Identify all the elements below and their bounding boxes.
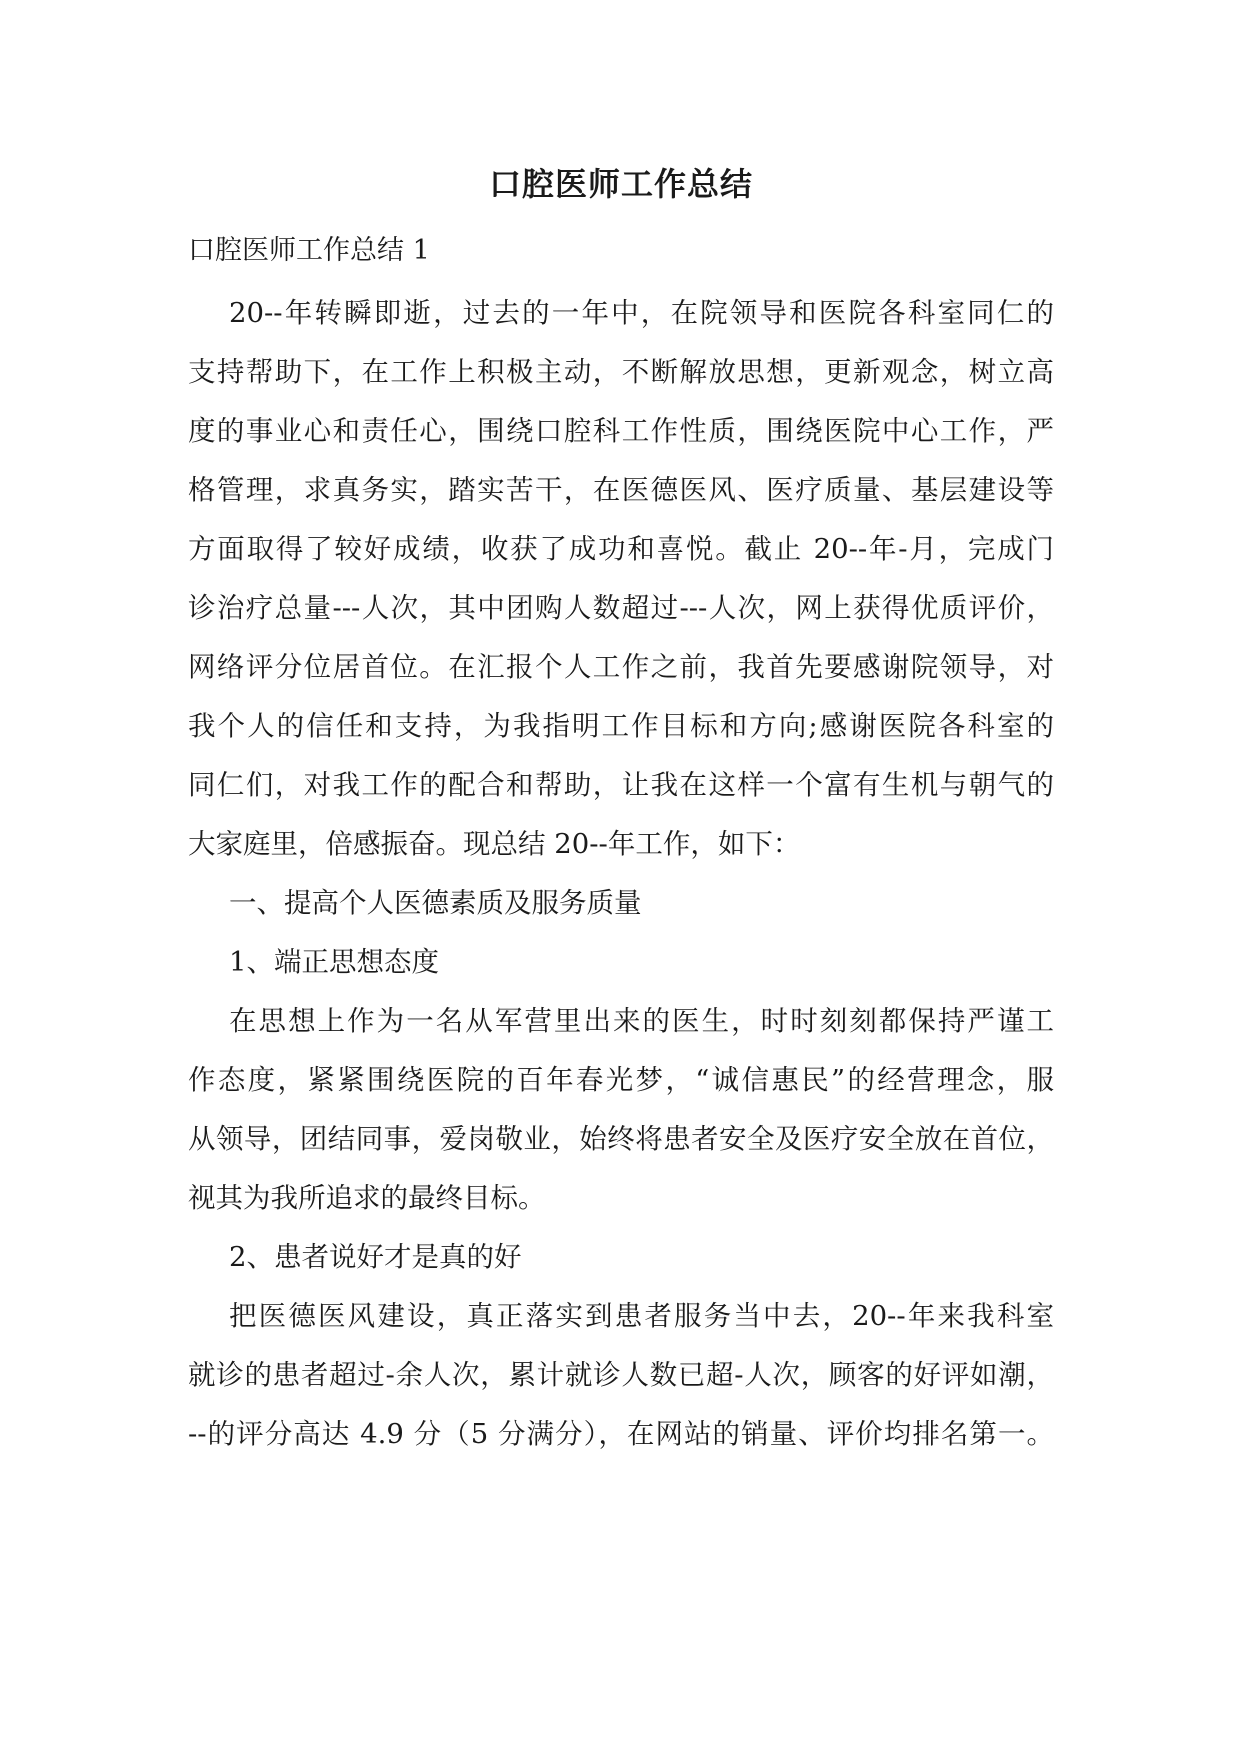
paragraph-line: 大家庭里，倍感振奋。现总结 20--年工作，如下： — [188, 828, 801, 860]
paragraph-line: 视其为我所追求的最终目标。 — [188, 1182, 546, 1214]
document-body — [188, 284, 1054, 1464]
paragraph-line: 20--年转瞬即逝，过去的一年中，在院领导和医院各科室同仁的 — [229, 297, 1054, 329]
paragraph-line: 就诊的患者超过-余人次，累计就诊人数已超-人次，顾客的好评如潮， — [188, 1359, 1054, 1391]
paragraph-line: 度的事业心和责任心，围绕口腔科工作性质，围绕医院中心工作，严 — [188, 415, 1054, 447]
paragraph-line: 同仁们，对我工作的配合和帮助，让我在这样一个富有生机与朝气的 — [188, 769, 1054, 801]
paragraph-line: 2、患者说好才是真的好 — [229, 1241, 522, 1273]
paragraph-line: 从领导，团结同事，爱岗敬业，始终将患者安全及医疗安全放在首位， — [188, 1123, 1054, 1155]
paragraph-line: 作态度，紧紧围绕医院的百年春光梦，“诚信惠民”的经营理念，服 — [188, 1064, 1054, 1096]
paragraph-line: 诊治疗总量---人次，其中团购人数超过---人次，网上获得优质评价， — [188, 592, 1054, 624]
paragraph-line: 一、提高个人医德素质及服务质量 — [229, 887, 642, 919]
paragraph-line: 在思想上作为一名从军营里出来的医生，时时刻刻都保持严谨工 — [229, 1005, 1054, 1037]
paragraph-line: 我个人的信任和支持，为我指明工作目标和方向;感谢医院各科室的 — [188, 710, 1054, 742]
paragraph-line: 支持帮助下，在工作上积极主动，不断解放思想，更新观念，树立高 — [188, 356, 1054, 388]
paragraph-line: --的评分高达 4.9 分（5 分满分），在网站的销量、评价均排名第一。 — [188, 1418, 1054, 1450]
paragraph-line: 格管理，求真务实，踏实苦干，在医德医风、医疗质量、基层建设等 — [188, 474, 1054, 506]
paragraph-line: 1、端正思想态度 — [229, 946, 439, 978]
paragraph-line: 网络评分位居首位。在汇报个人工作之前，我首先要感谢院领导，对 — [188, 651, 1054, 683]
paragraph-line: 方面取得了较好成绩，收获了成功和喜悦。截止 20--年-月，完成门 — [188, 533, 1054, 565]
paragraph-line: 把医德医风建设，真正落实到患者服务当中去，20--年来我科室 — [229, 1300, 1054, 1332]
document-title: 口腔医师工作总结 — [488, 165, 753, 203]
section-heading: 口腔医师工作总结 1 — [188, 235, 430, 266]
